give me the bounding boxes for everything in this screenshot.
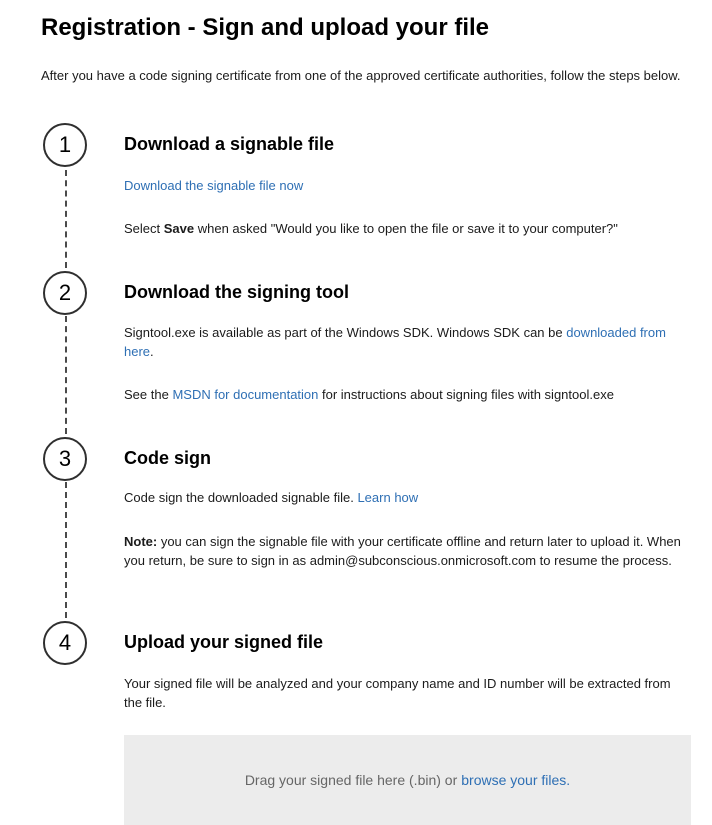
step-connector-2-3 bbox=[65, 316, 67, 434]
browse-files-link[interactable]: browse your files. bbox=[461, 772, 571, 788]
step-4-number: 4 bbox=[43, 621, 87, 665]
step-3-sign-text bbox=[124, 488, 692, 507]
step-1-instruction-bold: Save bbox=[163, 221, 195, 236]
note-text: you can sign the signable file with your certificate offline and return later to upload it. When you return, be sure to sign in as admin@subconscious.onmicrosoft.com to resume the process. bbox=[124, 534, 681, 568]
download-signable-file-link[interactable]: Download the signable file now bbox=[124, 178, 304, 193]
step-4-title: Upload your signed file bbox=[124, 632, 324, 652]
step-1-instruction-prefix: Select bbox=[124, 221, 164, 236]
step-3-note bbox=[124, 532, 692, 570]
step-1-instruction bbox=[124, 219, 692, 238]
file-drop-zone[interactable] bbox=[124, 735, 691, 825]
step-2-sdk-text bbox=[124, 323, 692, 361]
step-2-sdk-prefix: Signtool.exe is available as part of the Windows SDK. Windows SDK can be bbox=[124, 325, 567, 340]
intro-text: After you have a code signing certificate from one of the approved certificate authorities, follow the steps below. bbox=[41, 68, 681, 83]
step-connector-1-2 bbox=[65, 170, 67, 268]
step-2-msdn-suffix: for instructions about signing files with signtool.exe bbox=[318, 387, 614, 402]
step-2-msdn-prefix: See the bbox=[124, 387, 173, 402]
step-2-sdk-end: . bbox=[150, 344, 154, 359]
step-1-title: Download a signable file bbox=[124, 134, 335, 154]
note-label: Note: bbox=[124, 534, 158, 549]
drop-zone-text: Drag your signed file here (.bin) or bbox=[244, 772, 458, 788]
step-3-number: 3 bbox=[43, 437, 87, 481]
step-1-link-row bbox=[124, 176, 692, 195]
msdn-documentation-link[interactable]: MSDN for documentation bbox=[172, 387, 319, 402]
step-2-msdn-text bbox=[124, 385, 692, 404]
step-3-title: Code sign bbox=[124, 448, 212, 468]
windows-sdk-download-link[interactable]: downloaded from here bbox=[124, 325, 666, 359]
step-1-number: 1 bbox=[43, 123, 87, 167]
page-title: Registration - Sign and upload your file bbox=[41, 14, 490, 41]
step-2-title: Download the signing tool bbox=[124, 282, 349, 302]
step-4-description: Your signed file will be analyzed and your company name and ID number will be extracted from the file. bbox=[124, 676, 671, 710]
step-2-number: 2 bbox=[43, 271, 87, 315]
step-1-instruction-suffix: when asked "Would you like to open the file or save it to your computer?" bbox=[194, 221, 618, 236]
step-3-sign-prefix: Code sign the downloaded signable file. bbox=[124, 490, 358, 505]
step-connector-3-4 bbox=[65, 482, 67, 618]
learn-how-link[interactable]: Learn how bbox=[357, 490, 419, 505]
